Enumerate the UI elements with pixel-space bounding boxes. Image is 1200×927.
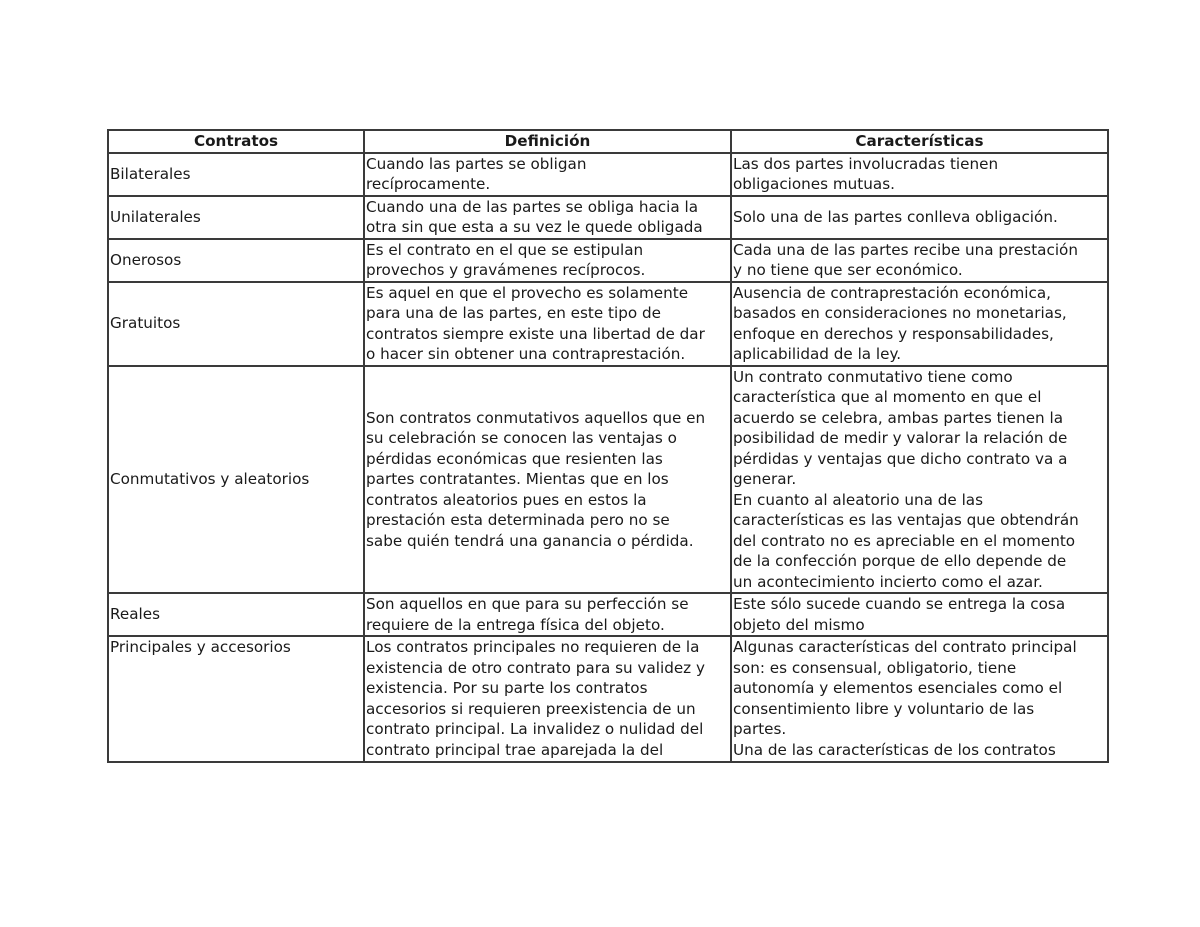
- contract-definition: Es aquel en que el provecho es solamente para una de las partes, en este tipo de contratos siempre existe una libertad de dar o hacer sin obtener una contraprestación.: [364, 282, 731, 366]
- contract-name: Reales: [108, 593, 364, 636]
- contract-definition: Es el contrato en el que se estipulan provechos y gravámenes recíprocos.: [364, 239, 731, 282]
- contract-name: Bilaterales: [108, 153, 364, 196]
- contract-definition: Cuando una de las partes se obliga hacia la otra sin que esta a su vez le quede obligada: [364, 196, 731, 239]
- contract-characteristics: Cada una de las partes recibe una prestación y no tiene que ser económico.: [731, 239, 1108, 282]
- contract-definition: Son aquellos en que para su perfección se requiere de la entrega física del objeto.: [364, 593, 731, 636]
- table-row: [108, 636, 1108, 762]
- contract-characteristics: Ausencia de contraprestación económica, basados en consideraciones no monetarias, enfoque en derechos y responsabilidades, aplicabilidad de la ley.: [731, 282, 1108, 366]
- table-row: [108, 366, 1108, 594]
- contract-definition: Son contratos conmutativos aquellos que en su celebración se conocen las ventajas o pérdidas económicas que resienten las partes contratantes. Mientas que en los contratos aleatorios pues en estos la prestación esta determinada pero no se sabe quién tendrá una ganancia o pérdida.: [364, 366, 731, 594]
- header-definicion: Definición: [364, 130, 731, 153]
- header-caracteristicas: Características: [731, 130, 1108, 153]
- contract-characteristics: Algunas características del contrato principal son: es consensual, obligatorio, tiene autonomía y elementos esenciales como el consentimiento libre y voluntario de las partes. Una de las características de los contratos: [731, 636, 1108, 762]
- contract-characteristics: Las dos partes involucradas tienen obligaciones mutuas.: [731, 153, 1108, 196]
- table-row: [108, 153, 1108, 196]
- contract-characteristics: Este sólo sucede cuando se entrega la cosa objeto del mismo: [731, 593, 1108, 636]
- table-row: [108, 282, 1108, 366]
- header-contratos: Contratos: [108, 130, 364, 153]
- table-row: [108, 593, 1108, 636]
- table-row: [108, 239, 1108, 282]
- contract-name: Unilaterales: [108, 196, 364, 239]
- contract-characteristics: Un contrato conmutativo tiene como característica que al momento en que el acuerdo se celebra, ambas partes tienen la posibilidad de medir y valorar la relación de pérdidas y ventajas que dicho contrato va a generar. En cuanto al aleatorio una de las características es las ventajas que obtendrán del contrato no es apreciable en el momento de la confección porque de ello depende de un acontecimiento incierto como el azar.: [731, 366, 1108, 594]
- table-row: [108, 196, 1108, 239]
- contract-name: Onerosos: [108, 239, 364, 282]
- contract-definition: Los contratos principales no requieren de la existencia de otro contrato para su validez y existencia. Por su parte los contratos accesorios si requieren preexistencia de un contrato principal. La invalidez o nulidad del contrato principal trae aparejada la del: [364, 636, 731, 762]
- contract-name: Conmutativos y aleatorios: [108, 366, 364, 594]
- table-header-row: [108, 130, 1108, 153]
- contract-name: Gratuitos: [108, 282, 364, 366]
- contract-definition: Cuando las partes se obligan recíprocamente.: [364, 153, 731, 196]
- contract-characteristics: Solo una de las partes conlleva obligación.: [731, 196, 1108, 239]
- contracts-table: [107, 129, 1109, 763]
- contract-name: Principales y accesorios: [108, 636, 364, 762]
